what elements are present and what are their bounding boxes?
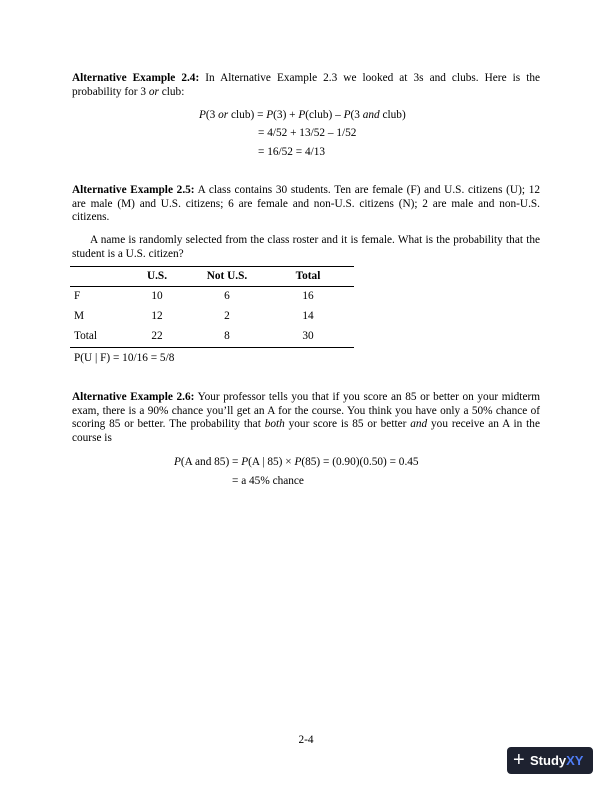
example-2-6-equation-1: P(A and 85) = P(A | 85) × P(85) = (0.90)(0.50) = 0.45	[174, 456, 419, 468]
page-number: 2-4	[298, 734, 314, 746]
example-2-4-equation-1: P(3 or club) = P(3) + P(club) – P(3 and club)	[199, 109, 406, 121]
example-2-4-text: In Alternative Example 2.3 we looked at 3s and clubs. Here is the probability for 3	[72, 72, 540, 98]
example-2-6-both: both	[264, 418, 285, 431]
example-2-5-paragraph	[72, 184, 540, 225]
example-2-4-title: Alternative Example 2.4:	[72, 72, 200, 84]
example-2-5-title: Alternative Example 2.5:	[72, 184, 195, 196]
table-row-label: F	[74, 290, 81, 303]
example-2-6-text-end: you receive an A in the course is	[72, 418, 540, 444]
table-header-cell: Total	[262, 267, 354, 287]
table-cell: 2	[224, 310, 230, 323]
table-cell: 8	[192, 327, 262, 348]
example-2-5-text: A class contains 30 students. Ten are female (F) and U.S. citizens (U); 12 are male (M) and U.S. citizens; 6 are female and non-U.S. citizens (N); 2 are male and non-U.S. citizens.	[72, 184, 540, 224]
example-2-5-answer: P(U | F) = 10/16 = 5/8	[74, 352, 175, 364]
table-row-label: M	[74, 310, 85, 323]
example-2-6-and: and	[410, 418, 428, 431]
table-header-cell	[70, 267, 122, 287]
example-2-6-title: Alternative Example 2.6:	[72, 391, 195, 403]
contingency-table	[70, 266, 354, 348]
table-cell: 14	[302, 310, 314, 323]
table-row	[70, 307, 354, 327]
studyxy-logo	[507, 747, 593, 774]
table-header-cell: Not U.S.	[192, 267, 262, 287]
example-2-4-equation-2: = 4/52 + 13/52 – 1/52	[258, 127, 357, 139]
table-cell: 12	[151, 310, 163, 323]
example-2-4-or: or	[148, 85, 159, 98]
example-2-4-text-end: club:	[158, 85, 185, 98]
example-2-6-text: Your professor tells you that if you score an 85 or better on your midterm exam, there is a 90% chance you’ll get an A for the course. You think you have only a 50% chance of scoring 85 or better. The probability that	[72, 391, 541, 431]
table-row	[70, 327, 354, 348]
table-header-cell: U.S.	[122, 267, 192, 287]
example-2-4-equation-3: = 16/52 = 4/13	[258, 146, 326, 158]
example-2-4-paragraph	[72, 72, 540, 99]
table-header-row	[70, 267, 354, 287]
table-cell: 22	[122, 327, 192, 348]
plus-icon: +	[513, 749, 525, 771]
table-row	[70, 287, 354, 308]
table-cell: 10	[151, 290, 163, 303]
example-2-6-text-mid: your score is 85 or better	[284, 418, 411, 431]
table-cell: 6	[224, 290, 230, 303]
example-2-6-paragraph	[72, 391, 540, 445]
example-2-6-equation-2: = a 45% chance	[232, 475, 304, 487]
example-2-5-question: A name is randomly selected from the class roster and it is female. What is the probability that the student is a U.S. citizen?	[72, 234, 540, 260]
table-row-label: Total	[70, 327, 122, 348]
table-cell: 30	[262, 327, 354, 348]
logo-text: StudyXY	[530, 753, 584, 768]
table-cell: 16	[302, 290, 314, 303]
